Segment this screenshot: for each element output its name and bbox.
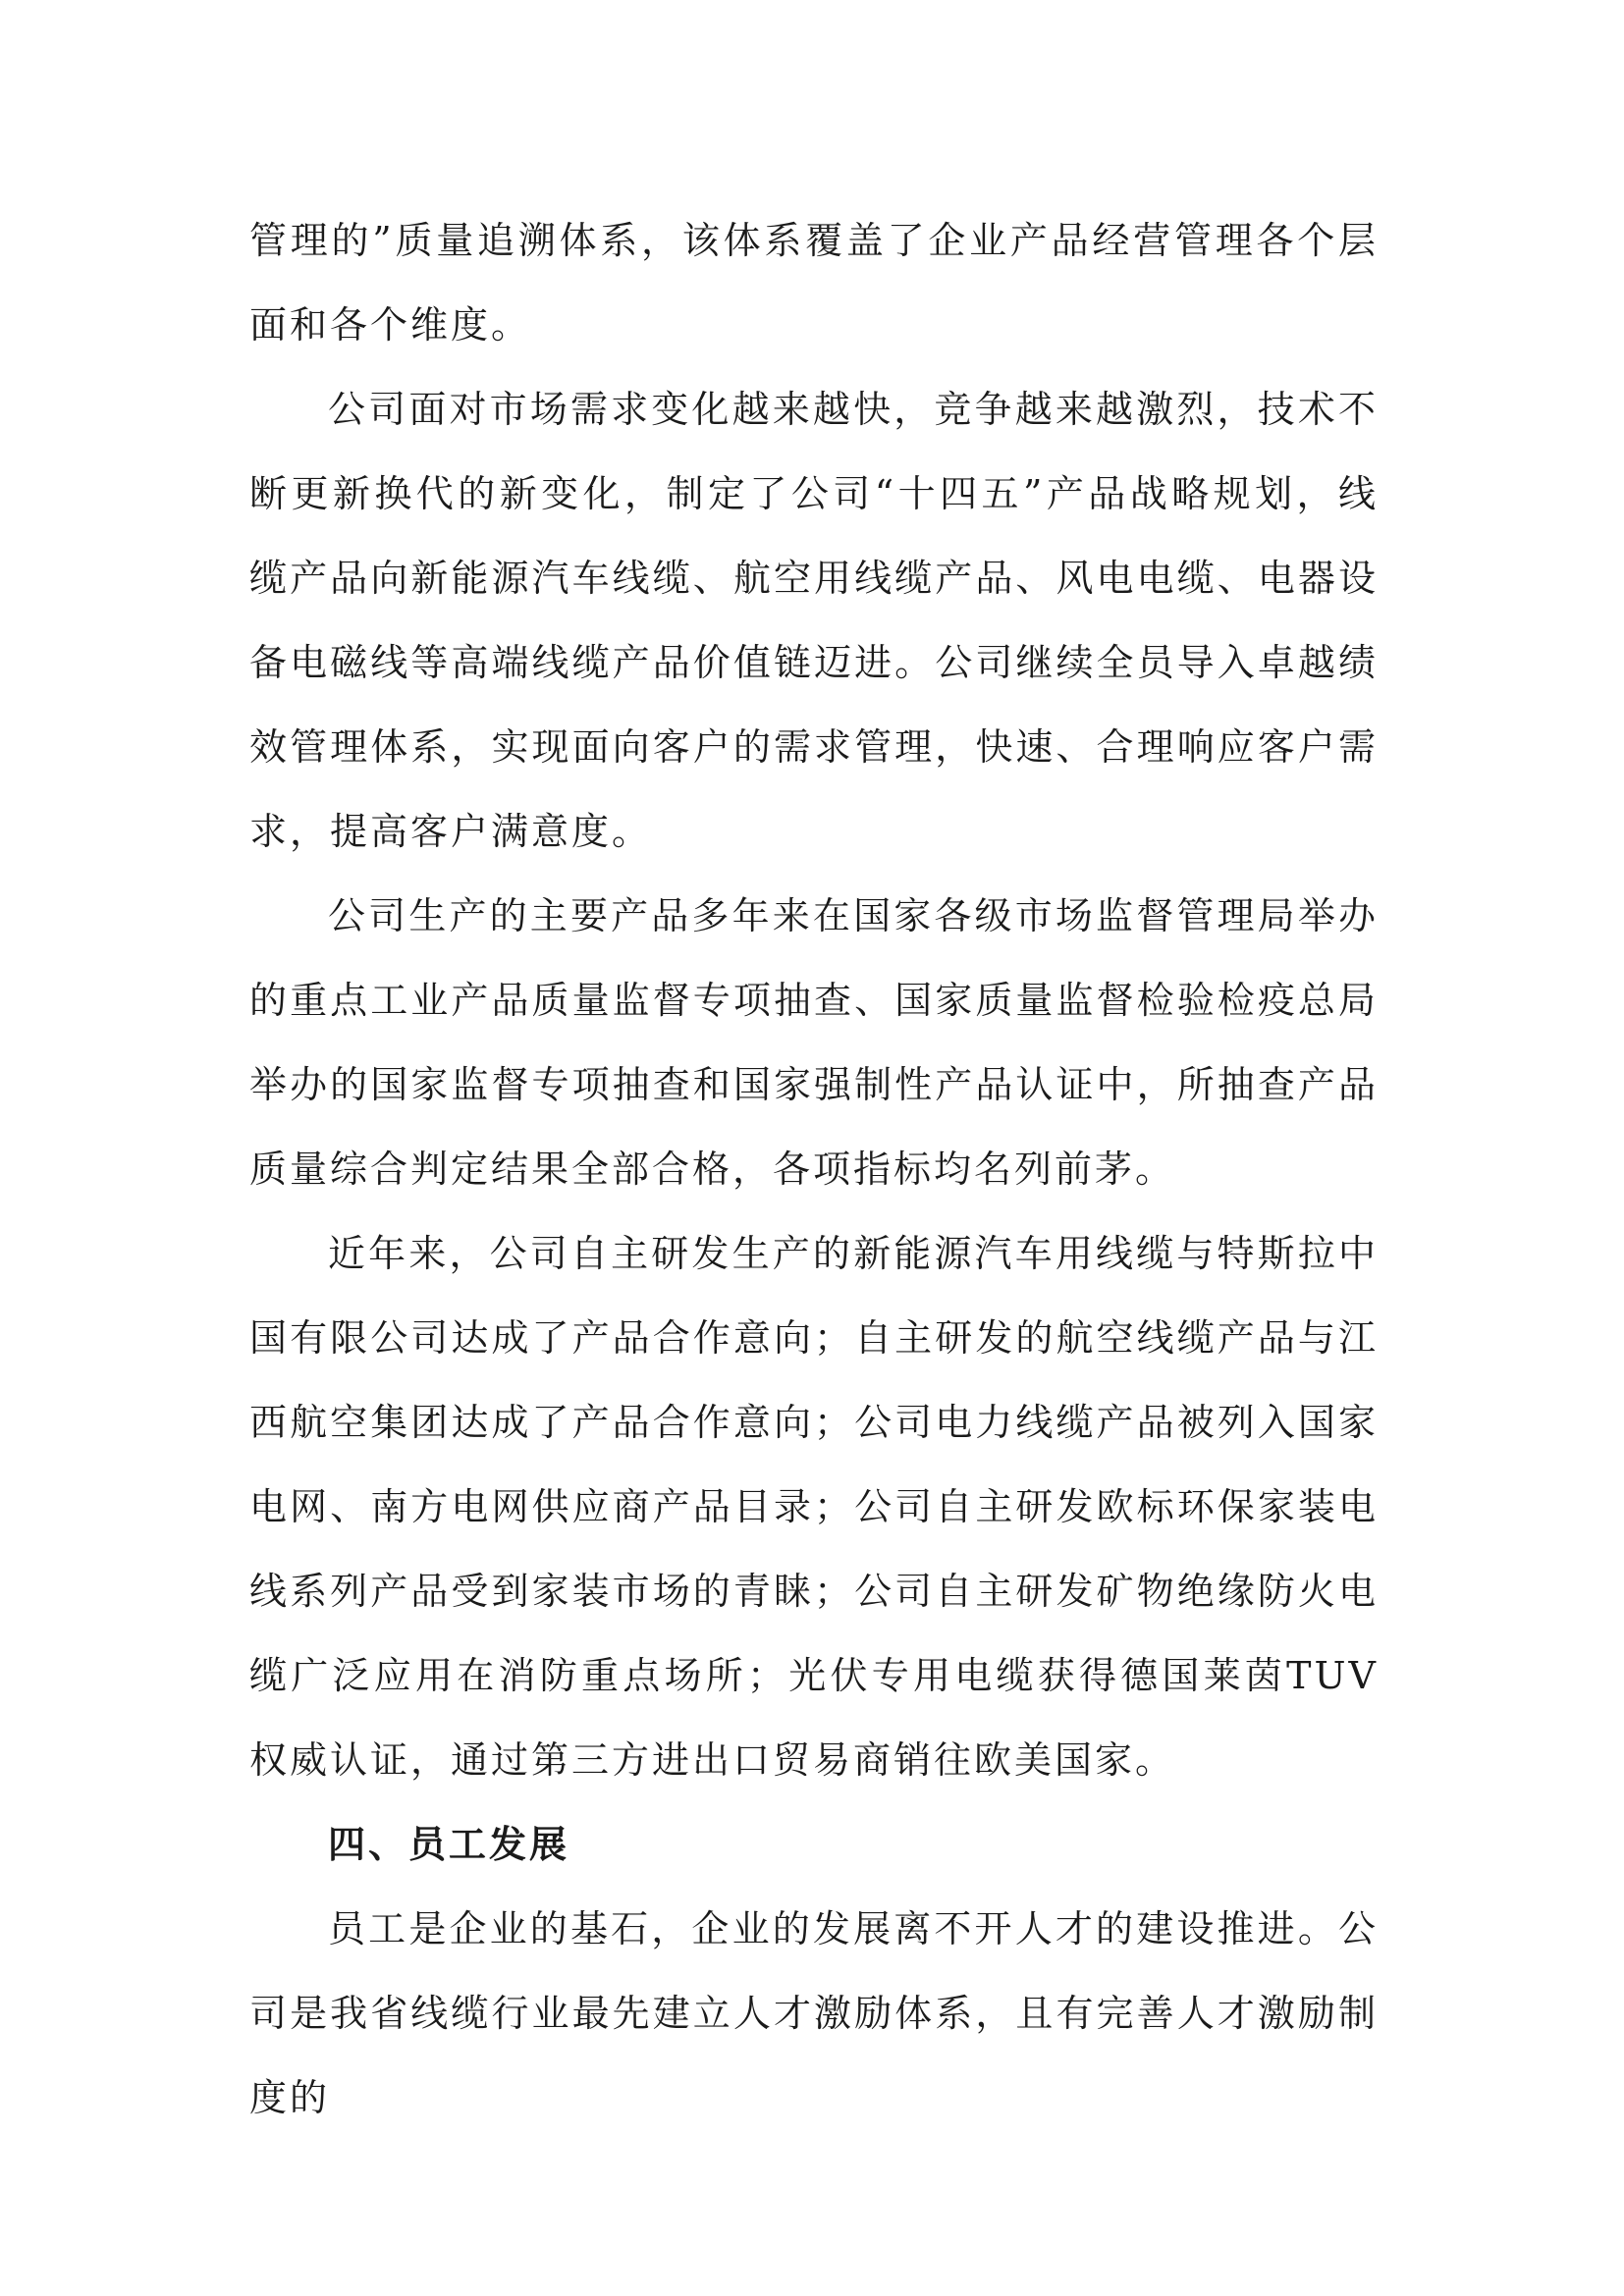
- document-body: [249, 198, 1379, 2140]
- paragraph-product-strategy: 公司面对市场需求变化越来越快，竞争越来越激烈，技术不断更新换代的新变化，制定了公司“十四五”产品战略规划，线缆产品向新能源汽车线缆、航空用线缆产品、风电电缆、电器设备电磁线等高端线缆产品价值链迈进。公司继续全员导入卓越绩效管理体系，实现面向客户的需求管理，快速、合理响应客户需求，提高客户满意度。: [249, 388, 1379, 853]
- paragraph-employee: 员工是企业的基石，企业的发展离不开人才的建设推进。公司是我省线缆行业最先建立人才激励体系，且有完善人才激励制度的: [249, 1907, 1379, 2119]
- paragraph-quality-inspection: 公司生产的主要产品多年来在国家各级市场监督管理局举办的重点工业产品质量监督专项抽查、国家质量监督检验检疫总局举办的国家监督专项抽查和国家强制性产品认证中，所抽查产品质量综合判定结果全部合格，各项指标均名列前茅。: [249, 894, 1379, 1191]
- section-heading-employee-development: 四、员工发展: [328, 1822, 570, 1866]
- paragraph-continuation: 管理的”质量追溯体系，该体系覆盖了企业产品经营管理各个层面和各个维度。: [249, 219, 1379, 347]
- paragraph-cooperation: 近年来，公司自主研发生产的新能源汽车用线缆与特斯拉中国有限公司达成了产品合作意向；自主研发的航空线缆产品与江西航空集团达成了产品合作意向；公司电力线缆产品被列入国家电网、南方电网供应商产品目录；公司自主研发欧标环保家装电线系列产品受到家装市场的青睐；公司自主研发矿物绝缘防火电缆广泛应用在消防重点场所；光伏专用电缆获得德国莱茵TUV权威认证，通过第三方进出口贸易商销往欧美国家。: [249, 1232, 1379, 1782]
